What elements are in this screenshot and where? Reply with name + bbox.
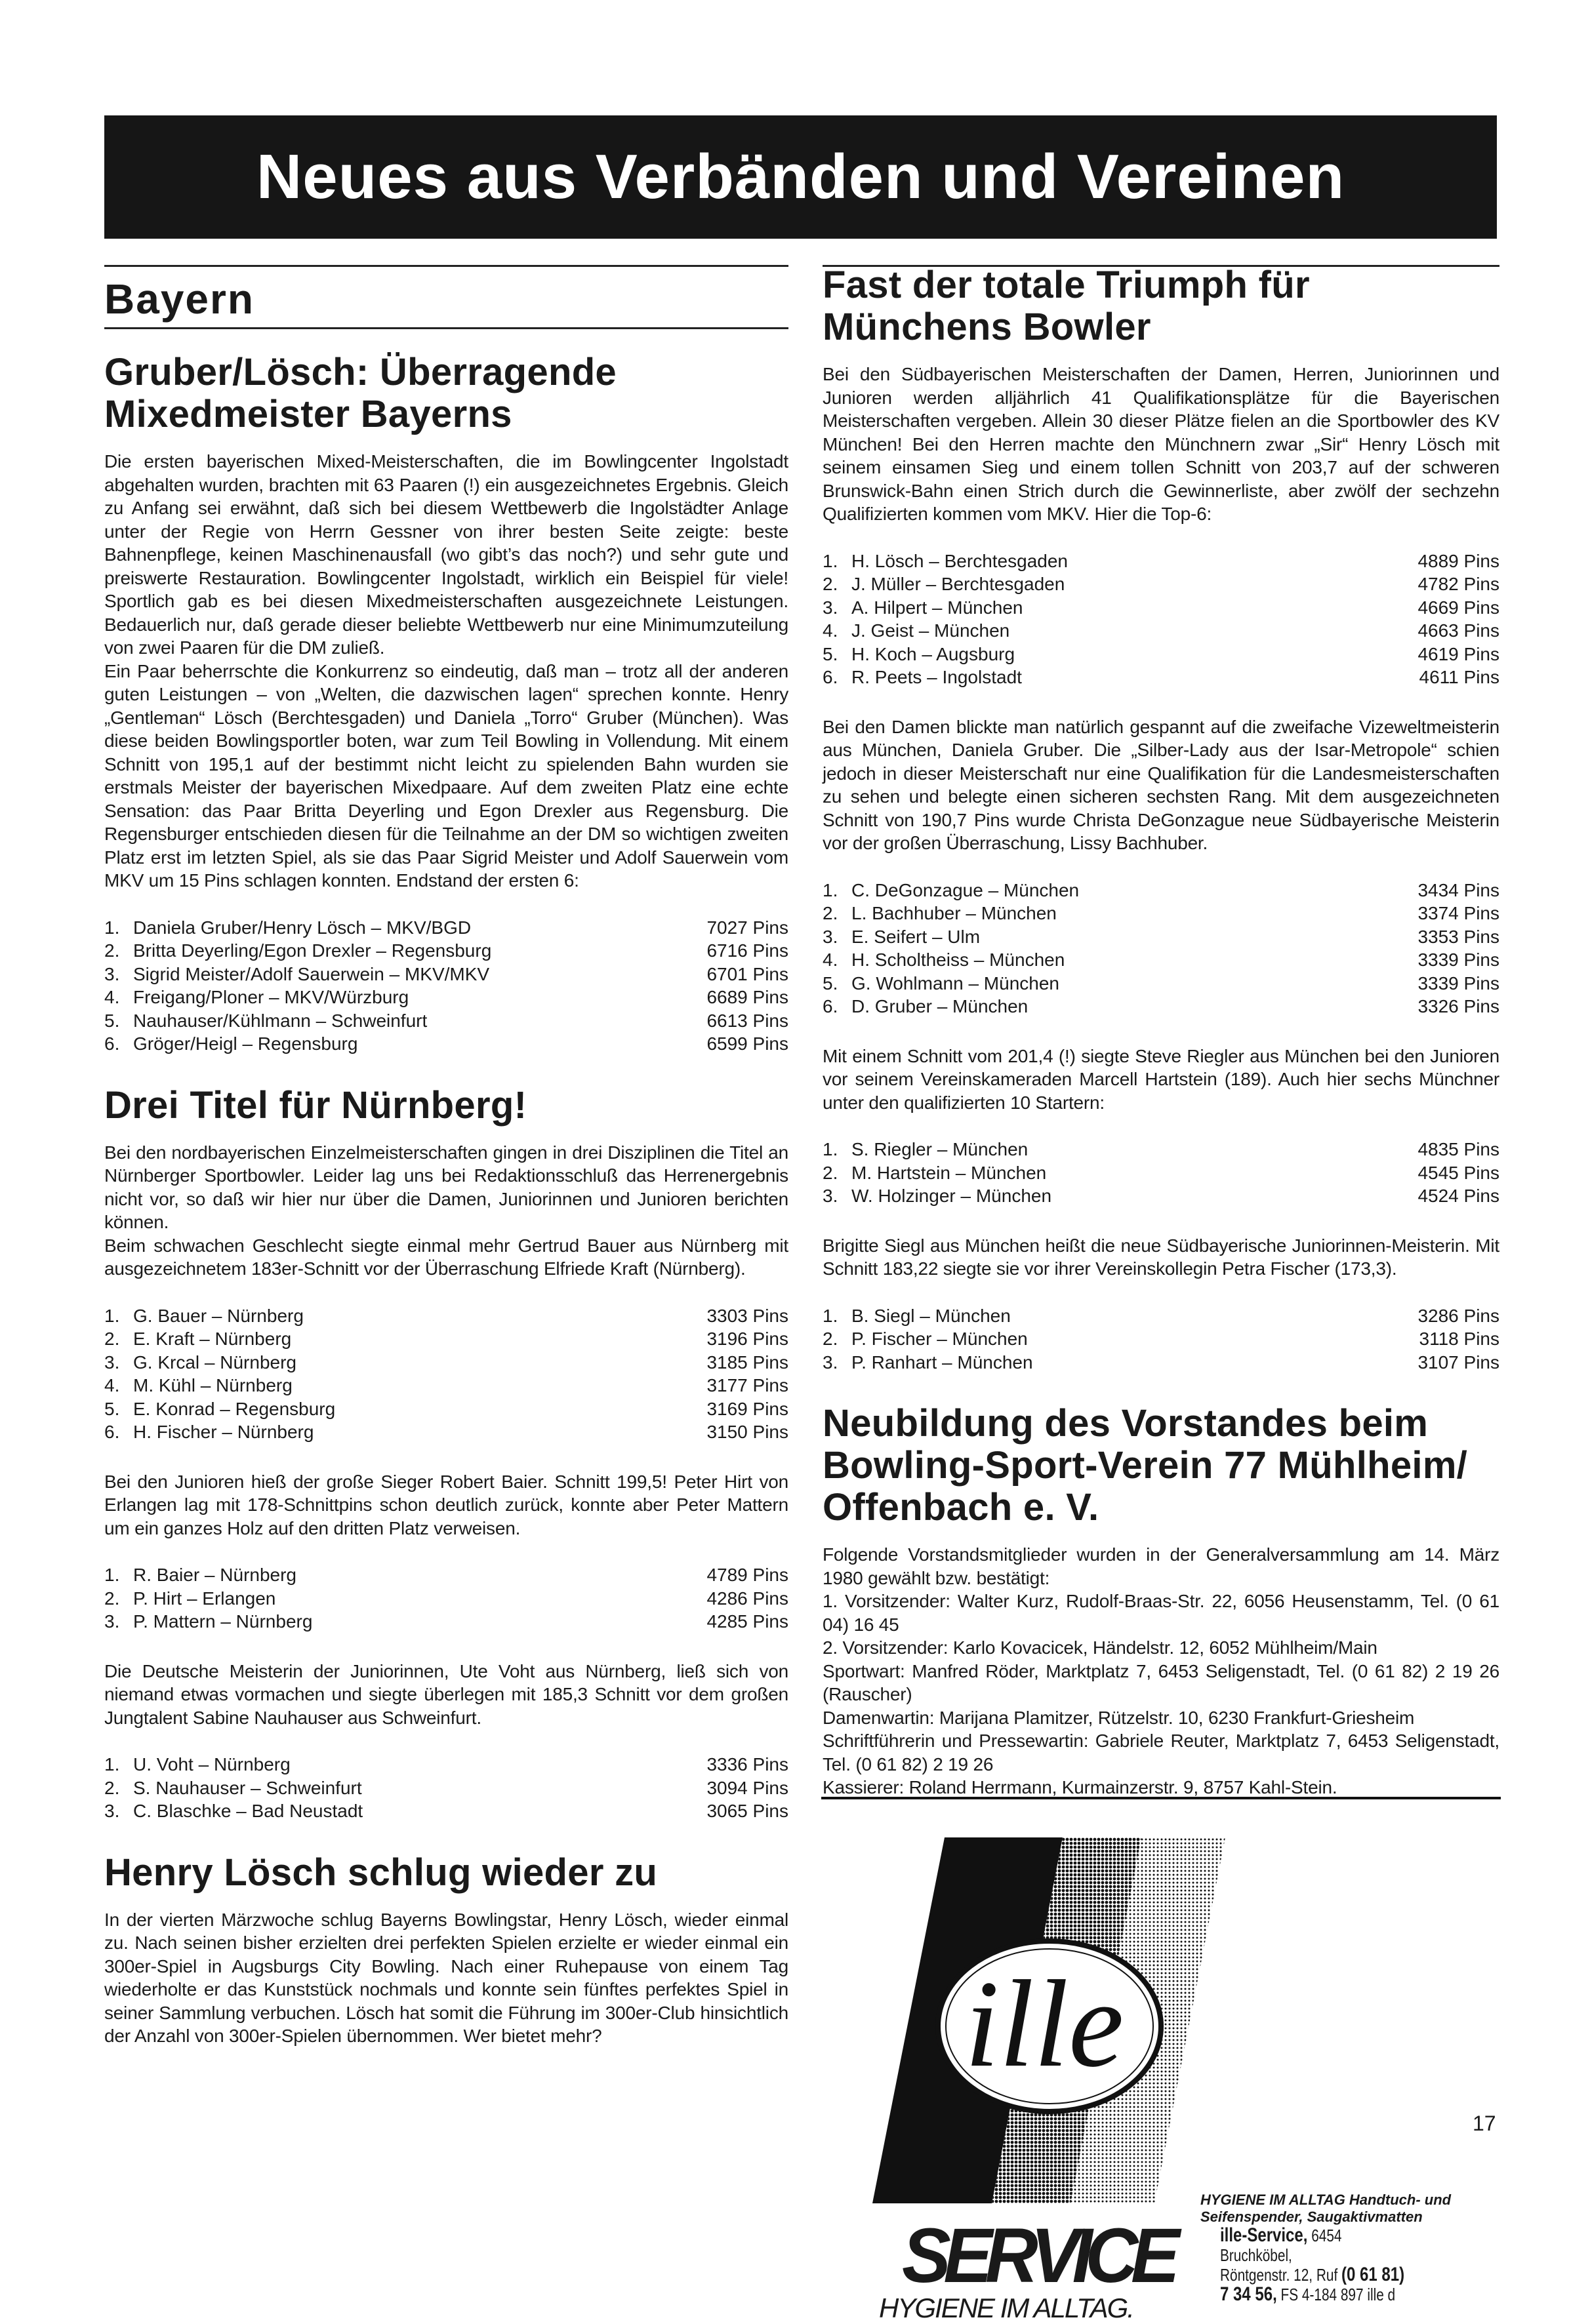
pins-score: 4835 Pins: [1417, 1139, 1499, 1159]
pins-score: 7027 Pins: [706, 917, 788, 938]
rank: 2.: [104, 1588, 120, 1609]
results-row: [823, 1184, 1499, 1208]
rank: 1.: [104, 1305, 120, 1326]
rank: 5.: [104, 1398, 120, 1419]
results-row: [104, 1753, 788, 1776]
rank: 4.: [104, 987, 120, 1007]
ad-company: ille-Service,: [1220, 2224, 1308, 2246]
rank: 4.: [823, 620, 838, 641]
pins-score: 4611 Pins: [1419, 667, 1499, 687]
rank: 3.: [823, 1352, 838, 1372]
results-row: [104, 1304, 788, 1328]
results-row: [823, 550, 1499, 573]
player-name: L. Bachhuber – München: [851, 903, 1057, 923]
rank: 1.: [823, 1139, 838, 1159]
results-row: [823, 879, 1499, 902]
results-row: [104, 963, 788, 986]
ad-line: HYGIENE IM ALLTAG Handtuch- und: [1200, 2192, 1452, 2208]
results-row: [823, 572, 1499, 596]
rank: 6.: [823, 996, 838, 1016]
rank: 5.: [823, 972, 838, 993]
results-row: [104, 1420, 788, 1444]
rank: 3.: [104, 963, 120, 984]
rank: 1.: [823, 1305, 838, 1326]
rank: 6.: [823, 667, 838, 687]
right-column: [823, 265, 1499, 1799]
player-name: P. Hirt – Erlangen: [133, 1588, 276, 1609]
results-row: [823, 1327, 1499, 1351]
player-name: W. Holzinger – München: [851, 1186, 1052, 1206]
rank: 3.: [104, 1611, 120, 1632]
player-name: H. Scholtheiss – München: [851, 950, 1065, 970]
article-paragraph: Folgende Vorstandsmitglieder wurden in der Generalversammlung am 14. März 1980 gewählt bzw. bestätigt:: [823, 1544, 1499, 1588]
player-name: Freigang/Ploner – MKV/Würzburg: [133, 987, 409, 1007]
results-row: [104, 1009, 788, 1033]
ad-address: Röntgenstr. 12, Ruf: [1220, 2265, 1341, 2285]
results-row: [104, 1776, 788, 1800]
results-list: [104, 1753, 788, 1823]
pins-score: 3303 Pins: [706, 1305, 788, 1326]
pins-score: 3353 Pins: [1417, 926, 1499, 947]
results-row: [104, 939, 788, 963]
results-row: [104, 1032, 788, 1056]
rank: 4.: [104, 1375, 120, 1395]
results-row: [823, 995, 1499, 1018]
pins-score: 3339 Pins: [1417, 950, 1499, 970]
player-name: R. Baier – Nürnberg: [133, 1565, 297, 1585]
player-name: E. Kraft – Nürnberg: [133, 1329, 292, 1349]
pins-score: 3150 Pins: [706, 1422, 788, 1442]
rank: 3.: [823, 1186, 838, 1206]
rank: 2.: [104, 1329, 120, 1349]
rank: 4.: [823, 950, 838, 970]
results-row: [823, 925, 1499, 949]
pins-score: 6716 Pins: [706, 940, 788, 961]
pins-score: 3094 Pins: [706, 1777, 788, 1798]
player-name: E. Seifert – Ulm: [851, 926, 981, 947]
article-headline: Gruber/Lösch: Überragende Mixedmeister Bayerns: [104, 351, 617, 435]
player-name: E. Konrad – Regensburg: [133, 1398, 336, 1419]
article-headline: Fast der totale Triumph für Münchens Bowler: [823, 264, 1310, 348]
article-headline: Neubildung des Vorstandes beim Bowling-Sport-Verein 77 Mühlheim/ Offenbach e. V.: [823, 1402, 1468, 1529]
player-name: C. DeGonzague – München: [851, 879, 1080, 900]
results-row: [104, 1374, 788, 1397]
results-row: [104, 1799, 788, 1823]
rank: 2.: [104, 940, 120, 961]
results-row: [104, 1397, 788, 1421]
results-row: [104, 916, 788, 940]
player-name: U. Voht – Nürnberg: [133, 1754, 291, 1774]
player-name: H. Fischer – Nürnberg: [133, 1422, 314, 1442]
pins-score: 3065 Pins: [706, 1801, 788, 1821]
rank: 2.: [823, 1162, 838, 1183]
player-name: P. Fischer – München: [851, 1329, 1028, 1349]
player-name: M. Hartstein – München: [851, 1162, 1047, 1183]
rank: 1.: [104, 1565, 120, 1585]
results-row: [823, 1351, 1499, 1374]
ad-address: 6454 Bruchköbel,: [1220, 2226, 1342, 2265]
article-paragraph: Beim schwachen Geschlecht siegte einmal mehr Gertrud Bauer aus Nürnberg mit ausgezeichnetem 183er-Schnitt vor der Überraschung Elfriede Kraft (Nürnberg).: [104, 1235, 788, 1279]
article-paragraph: 1. Vorsitzender: Walter Kurz, Rudolf-Braas-Str. 22, 6056 Heusenstamm, Tel. (0 61 04) 16 45: [823, 1591, 1499, 1635]
ad-phone: 7 34 56,: [1220, 2283, 1277, 2305]
article-paragraph: Mit einem Schnitt vom 201,4 (!) siegte Steve Riegler aus München bei den Junioren vor seinem Vereinskameraden Marcell Hartstein (189). Auch hier sechs Münchner unter den qualifizierten 10 Startern:: [823, 1045, 1499, 1113]
article-headline: Henry Lösch schlug wieder zu: [104, 1851, 658, 1894]
pins-score: 4663 Pins: [1417, 620, 1499, 641]
pins-score: 4889 Pins: [1417, 550, 1499, 571]
pins-score: 4669 Pins: [1417, 597, 1499, 618]
pins-score: 4619 Pins: [1417, 643, 1499, 664]
page-header-bar: [104, 115, 1497, 239]
rank: 6.: [104, 1422, 120, 1442]
player-name: R. Peets – Ingolstadt: [851, 667, 1022, 687]
results-list: [823, 1138, 1499, 1208]
ad-phone-area: (0 61 81): [1341, 2264, 1405, 2285]
rank: 2.: [104, 1777, 120, 1798]
rank: 3.: [823, 597, 838, 618]
rank: 3.: [823, 926, 838, 947]
ad-service-wordmark: SERVICE: [902, 2213, 1173, 2299]
results-list: [823, 550, 1499, 689]
results-row: [104, 986, 788, 1009]
ad-slogan: HYGIENE IM ALLTAG.: [879, 2293, 1133, 2323]
pins-score: 3339 Pins: [1417, 972, 1499, 993]
results-row: [823, 972, 1499, 995]
pins-score: 3185 Pins: [706, 1352, 788, 1372]
results-row: [823, 1161, 1499, 1185]
rank: 3.: [104, 1801, 120, 1821]
player-name: Sigrid Meister/Adolf Sauerwein – MKV/MKV: [133, 963, 490, 984]
results-row: [823, 619, 1499, 643]
rank: 2.: [823, 1329, 838, 1349]
results-list: [104, 916, 788, 1056]
player-name: Britta Deyerling/Egon Drexler – Regensburg: [133, 940, 492, 961]
ille-logo-word: ille: [964, 1955, 1124, 2093]
article-paragraph: Ein Paar beherrschte die Konkurrenz so eindeutig, daß man – trotz all der anderen guten Leistungen – von „Welten, die dazwischen lagen“ sprechen konnte. Henry „Gentleman“ Lösch (Berchtesgaden) und Daniela „Torro“ Gruber (München). Was diese beiden Bowlingsportler boten, war zum Teil Bowling in Vollendung. Mit einem Schnitt von 195,1 auf der bestimmt nicht leicht zu spielenden Bahn wurden sie erstmals Meister der bayerischen Mixedpaare. Auf dem zweiten Platz eine echte Sensation: das Paar Britta Deyerling und Egon Drexler aus Regensburg. Die Regensburger entschieden diesen für die Teilnahme an der DM so wichtigen zweiten Platz erst im letzten Spiel, als sie das Paar Sigrid Meister und Adolf Sauerwein vom MKV um 15 Pins schlagen konnten. Endstand der ersten 6:: [104, 660, 788, 891]
page-title: Neues aus Verbänden und Vereinen: [256, 142, 1345, 212]
article-paragraph: Damenwartin: Marijana Plamitzer, Rützelstr. 10, 6230 Frankfurt-Griesheim: [823, 1707, 1415, 1728]
rank: 2.: [823, 903, 838, 923]
player-name: G. Wohlmann – München: [851, 972, 1059, 993]
pins-score: 3434 Pins: [1417, 879, 1499, 900]
rank: 1.: [823, 879, 838, 900]
article-paragraph: Sportwart: Manfred Röder, Marktplatz 7, 6453 Seligenstadt, Tel. (0 61 82) 2 19 26 (Rauscher): [823, 1660, 1499, 1704]
pins-score: 3286 Pins: [1417, 1305, 1499, 1326]
results-list: [823, 1304, 1499, 1374]
pins-score: 3118 Pins: [1419, 1329, 1499, 1349]
pins-score: 6599 Pins: [706, 1033, 788, 1054]
article-paragraph: 2. Vorsitzender: Karlo Kovacicek, Händelstr. 12, 6052 Mühlheim/Main: [823, 1637, 1377, 1658]
results-row: [823, 643, 1499, 666]
pins-score: 4286 Pins: [706, 1588, 788, 1609]
player-name: H. Lösch – Berchtesgaden: [851, 550, 1068, 571]
results-row: [104, 1610, 788, 1633]
player-name: D. Gruber – München: [851, 996, 1029, 1016]
player-name: J. Müller – Berchtesgaden: [851, 574, 1065, 594]
pins-score: 4545 Pins: [1417, 1162, 1499, 1183]
pins-score: 3169 Pins: [706, 1398, 788, 1419]
article-paragraph: Die Deutsche Meisterin der Juniorinnen, Ute Voht aus Nürnberg, ließ sich von niemand etwas vormachen und siegte überlegen mit 185,3 Schnitt vor dem großen Jungtalent Sabine Nauhauser aus Schweinfurt.: [104, 1660, 788, 1728]
divider: [821, 1797, 1501, 1799]
player-name: H. Koch – Augsburg: [851, 643, 1015, 664]
article-paragraph: Bei den nordbayerischen Einzelmeisterschaften gingen in drei Disziplinen die Titel an Nürnberger Sportbowler. Leider lag uns bei Redaktionsschluß das Herrenergebnis nicht vor, so daß wir hier nur über die Damen, Juniorinnen und Junioren berichten können.: [104, 1142, 788, 1232]
rank: 1.: [823, 550, 838, 571]
rank: 3.: [104, 1352, 120, 1372]
article-paragraph: Kassierer: Roland Herrmann, Kurmainzerstr. 9, 8757 Kahl-Stein.: [823, 1777, 1337, 1797]
article-paragraph: In der vierten Märzwoche schlug Bayerns Bowlingstar, Henry Lösch, wieder einmal zu. Nach seinen bisher erzielten drei perfekten Spielen erzielte er wieder einmal ein 300er-Spiel in Augsburgs City Bowling. Nach einer Ruhepause von einem Tag wiederholte er das Kunststück nochmals und konnte sein fünftes perfektes Spiel in seiner Sammlung verbuchen. Lösch hat somit die Führung im 300er-Club hinsichtlich der Anzahl von 300er-Spielen übernommen. Wer bietet mehr?: [104, 1909, 788, 2046]
article-paragraph: Bei den Junioren hieß der große Sieger Robert Baier. Schnitt 199,5! Peter Hirt von Erlangen lag mit 178-Schnittpins schon deutlich zurück, konnte aber Peter Mattern um ein ganzes Holz auf den dritten Platz verweisen.: [104, 1471, 788, 1538]
article-paragraph: Bei den Damen blickte man natürlich gespannt auf die zweifache Vizeweltmeisterin aus München, Daniela Gruber. Die „Silber-Lady aus der Isar-Metropole“ schien jedoch in dieser Meisterschaft nur eine Qualifikation für die Landesmeisterschaften zu sehen und belegte einen sicheren sechsten Rang. Mit dem ausgezeichneten Schnitt von 190,7 Pins wurde Christa DeGonzague neue Südbayerische Meisterin vor der großen Überraschung, Lissy Bachhuber.: [823, 716, 1499, 853]
pins-score: 3336 Pins: [706, 1754, 788, 1774]
article-paragraph: Die ersten bayerischen Mixed-Meisterschaften, die im Bowlingcenter Ingolstadt abgehalten wurden, brachten mit 63 Paaren (!) ein ausgezeichnetes Ergebnis. Gleich zu Anfang sei erwähnt, daß sich bei diesem Wettbewerb die Ingolstädter Anlage unter der Regie von Herrn Gessner von ihrer besten Seite zeigte: beste Bahnenpflege, keinen Maschinenausfall (wo gibt’s das noch?) und sehr gute und preiswerte Restauration. Bowlingcenter Ingolstadt, wirklich ein Beispiel für viele! Sportlich gab es bei diesen Mixedmeisterschaften ausgezeichnete Leistungen. Bedauerlich nur, daß gerade dieser beliebte Wettbewerb nur eine Minimumzuteilung von zwei Paaren für die DM zuließ.: [104, 451, 788, 658]
pins-score: 6689 Pins: [706, 987, 788, 1007]
player-name: S. Riegler – München: [851, 1139, 1029, 1159]
player-name: S. Nauhauser – Schweinfurt: [133, 1777, 362, 1798]
player-name: B. Siegl – München: [851, 1305, 1011, 1326]
article-paragraph: Bei den Südbayerischen Meisterschaften der Damen, Herren, Juniorinnen und Junioren werden alljährlich 41 Qualifikationsplätze für die Bayerischen Meisterschaften vergeben. Allein 30 dieser Plätze fielen an die Sportbowler des KV München! Bei den Herren machte den Münchnern zwar „Sir“ Henry Lösch mit seinem einsamen Sieg und einem tollen Schnitt von 203,7 auf der schweren Brunswick-Bahn einen Strich durch die Gewinnerliste, aber zwölf der sechzehn Qualifizierten kommen vom MKV. Hier die Top-6:: [823, 364, 1499, 524]
player-name: G. Krcal – Nürnberg: [133, 1352, 296, 1372]
rank: 5.: [104, 1010, 120, 1031]
article-paragraph: Schriftführerin und Pressewartin: Gabriele Reuter, Marktplatz 7, 6453 Seligenstadt, Tel. (0 61 82) 2 19 26: [823, 1731, 1499, 1774]
rank: 6.: [104, 1033, 120, 1054]
left-column: [104, 265, 788, 2048]
pins-score: 3196 Pins: [706, 1329, 788, 1349]
player-name: Gröger/Heigl – Regensburg: [133, 1033, 358, 1054]
article-paragraph: Brigitte Siegl aus München heißt die neue Südbayerische Juniorinnen-Meisterin. Mit Schnitt 183,22 siegte sie vor ihrer Vereinskollegin Petra Fischer (173,3).: [823, 1235, 1499, 1279]
pins-score: 3107 Pins: [1417, 1352, 1499, 1372]
results-row: [104, 1587, 788, 1611]
rank: 1.: [104, 1754, 120, 1774]
pins-score: 6701 Pins: [706, 963, 788, 984]
player-name: M. Kühl – Nürnberg: [133, 1375, 293, 1395]
pins-score: 4789 Pins: [706, 1565, 788, 1585]
results-list: [823, 879, 1499, 1018]
results-row: [823, 902, 1499, 925]
ad-line: Seifenspender, Saugaktivmatten: [1200, 2209, 1423, 2225]
ad-telex: FS 4-184 897 ille d: [1276, 2285, 1396, 2304]
results-row: [823, 1304, 1499, 1328]
player-name: C. Blaschke – Bad Neustadt: [133, 1801, 363, 1821]
results-row: [823, 948, 1499, 972]
results-list: [104, 1563, 788, 1633]
article-headline: Drei Titel für Nürnberg!: [104, 1083, 527, 1127]
results-row: [823, 596, 1499, 620]
pins-score: 4285 Pins: [706, 1611, 788, 1632]
player-name: P. Mattern – Nürnberg: [133, 1611, 313, 1632]
pins-score: 4782 Pins: [1417, 574, 1499, 594]
pins-score: 3177 Pins: [706, 1375, 788, 1395]
rank: 2.: [823, 574, 838, 594]
player-name: A. Hilpert – München: [851, 597, 1023, 618]
ille-service-logo: [872, 1830, 1240, 2213]
player-name: P. Ranhart – München: [851, 1352, 1033, 1372]
section-heading: Bayern: [104, 267, 788, 329]
ad-contact: [1200, 2192, 1463, 2304]
rank: 5.: [823, 643, 838, 664]
results-row: [823, 666, 1499, 689]
player-name: Nauhauser/Kühlmann – Schweinfurt: [133, 1010, 428, 1031]
player-name: Daniela Gruber/Henry Lösch – MKV/BGD: [133, 917, 472, 938]
results-row: [104, 1351, 788, 1374]
pins-score: 3374 Pins: [1417, 903, 1499, 923]
results-list: [104, 1304, 788, 1444]
page-number: 17: [1473, 2112, 1496, 2135]
pins-score: 6613 Pins: [706, 1010, 788, 1031]
results-row: [823, 1138, 1499, 1161]
pins-score: 3326 Pins: [1417, 996, 1499, 1016]
pins-score: 4524 Pins: [1417, 1186, 1499, 1206]
results-row: [104, 1327, 788, 1351]
rank: 1.: [104, 917, 120, 938]
results-row: [104, 1563, 788, 1587]
player-name: J. Geist – München: [851, 620, 1010, 641]
player-name: G. Bauer – Nürnberg: [133, 1305, 304, 1326]
